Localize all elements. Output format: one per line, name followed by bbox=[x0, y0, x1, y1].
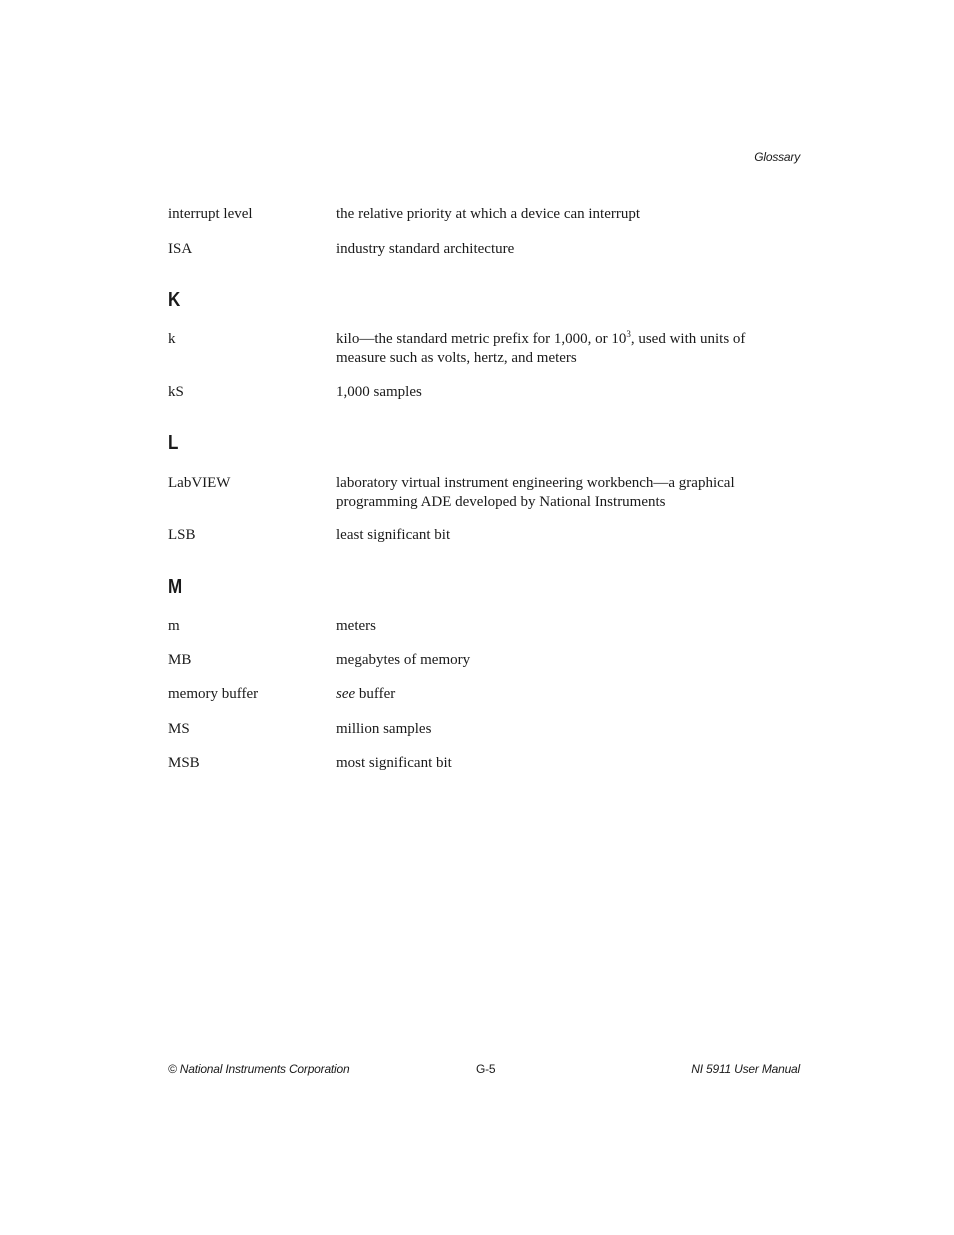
glossary-definition bbox=[336, 330, 776, 367]
glossary-definition: meters bbox=[336, 618, 376, 634]
glossary-term: ISA bbox=[168, 241, 193, 257]
definition-text: buffer bbox=[355, 686, 396, 702]
section-letter-k: K bbox=[168, 289, 181, 311]
glossary-definition: least significant bit bbox=[336, 527, 451, 543]
glossary-definition: million samples bbox=[336, 721, 432, 737]
glossary-definition: the relative priority at which a device can interrupt bbox=[336, 206, 641, 222]
definition-text: , used with units of measure such as volts, hertz, and meters bbox=[336, 331, 746, 366]
section-letter-l: L bbox=[168, 432, 179, 454]
footer-copyright: © National Instruments Corporation bbox=[168, 1062, 350, 1076]
glossary-definition: most significant bit bbox=[336, 755, 452, 771]
glossary-term: LabVIEW bbox=[168, 475, 231, 491]
definition-text: kilo—the standard metric prefix for 1,000, or 10 bbox=[336, 331, 627, 347]
cross-reference-see: see bbox=[336, 686, 356, 702]
glossary-term: MS bbox=[168, 721, 190, 737]
superscript-exponent: 3 bbox=[626, 329, 631, 339]
glossary-term: kS bbox=[168, 384, 184, 400]
glossary-term: interrupt level bbox=[168, 206, 253, 222]
glossary-term: MB bbox=[168, 652, 192, 668]
glossary-term: m bbox=[168, 618, 180, 634]
running-head: Glossary bbox=[754, 150, 800, 164]
section-letter-m: M bbox=[168, 576, 183, 598]
glossary-term: LSB bbox=[168, 527, 196, 543]
glossary-definition: 1,000 samples bbox=[336, 384, 422, 400]
glossary-definition bbox=[336, 685, 776, 704]
glossary-term: memory buffer bbox=[168, 686, 259, 702]
footer-manual-title: NI 5911 User Manual bbox=[691, 1062, 800, 1076]
glossary-term: MSB bbox=[168, 755, 200, 771]
footer-page-number: G-5 bbox=[476, 1062, 496, 1076]
glossary-definition: laboratory virtual instrument engineering workbench—a graphical programming ADE developed by National Instruments bbox=[336, 475, 735, 510]
glossary-definition: industry standard architecture bbox=[336, 241, 515, 257]
glossary-definition: megabytes of memory bbox=[336, 652, 471, 668]
glossary-term: k bbox=[168, 331, 176, 347]
